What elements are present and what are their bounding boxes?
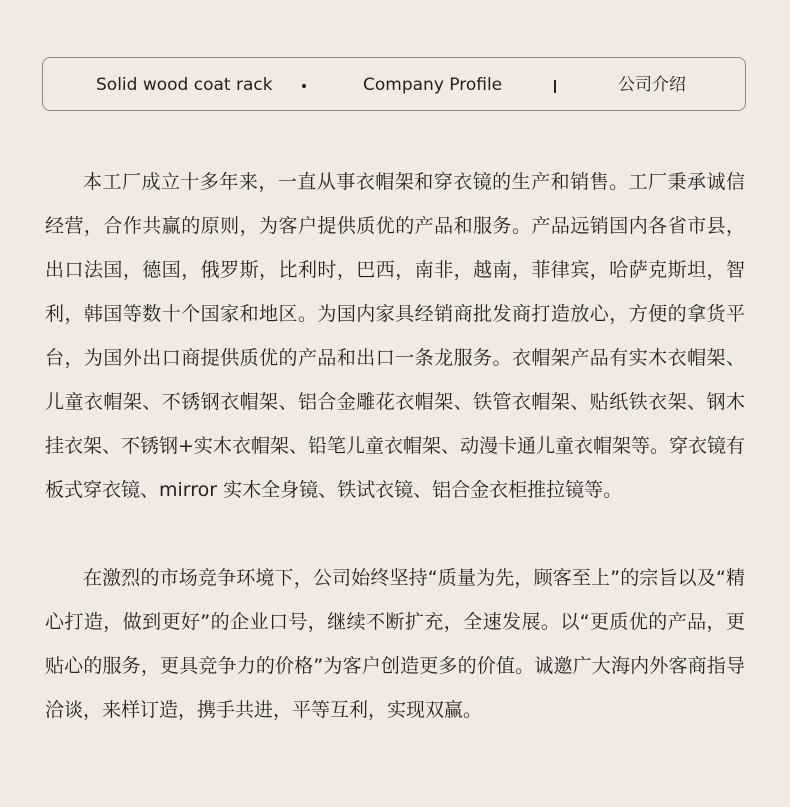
english-title: Solid wood coat rack <box>96 75 273 95</box>
chinese-title: 公司介绍 <box>618 75 686 95</box>
profile-content <box>45 160 745 732</box>
paragraph-intro: 本工厂成立十多年来，一直从事衣帽架和穿衣镜的生产和销售。工厂秉承诚信经营，合作共赢的原则，为客户提供质优的产品和服务。产品远销国内各省市县，出口法国，德国，俄罗斯，比利时，巴西，南非，越南，菲律宾，哈萨克斯坦，智利，韩国等数十个国家和地区。为国内家具经销商批发商打造放心，方便的拿货平台，为国外出口商提供质优的产品和出口一条龙服务。衣帽架产品有实木衣帽架、儿童衣帽架、不锈钢衣帽架、铝合金雕花衣帽架、铁管衣帽架、贴纸铁衣架、钢木挂衣架、不锈钢+实木衣帽架、铅笔儿童衣帽架、动漫卡通儿童衣帽架等。穿衣镜有板式穿衣镜、mirror 实木全身镜、铁试衣镜、铝合金衣柜推拉镜等。 <box>45 171 745 501</box>
header-banner <box>42 57 746 111</box>
company-profile-label: Company Profile <box>363 75 503 95</box>
paragraph-philosophy: 在激烈的市场竞争环境下，公司始终坚持“质量为先，顾客至上”的宗旨以及“精心打造，做到更好”的企业口号，继续不断扩充，全速发展。以“更质优的产品，更贴心的服务，更具竞争力的价格”为客户创造更多的价值。诚邀广大海内外客商指导洽谈，来样订造，携手共进，平等互利，实现双赢。 <box>45 567 745 721</box>
dot-separator <box>302 84 306 88</box>
bar-separator <box>554 80 556 93</box>
